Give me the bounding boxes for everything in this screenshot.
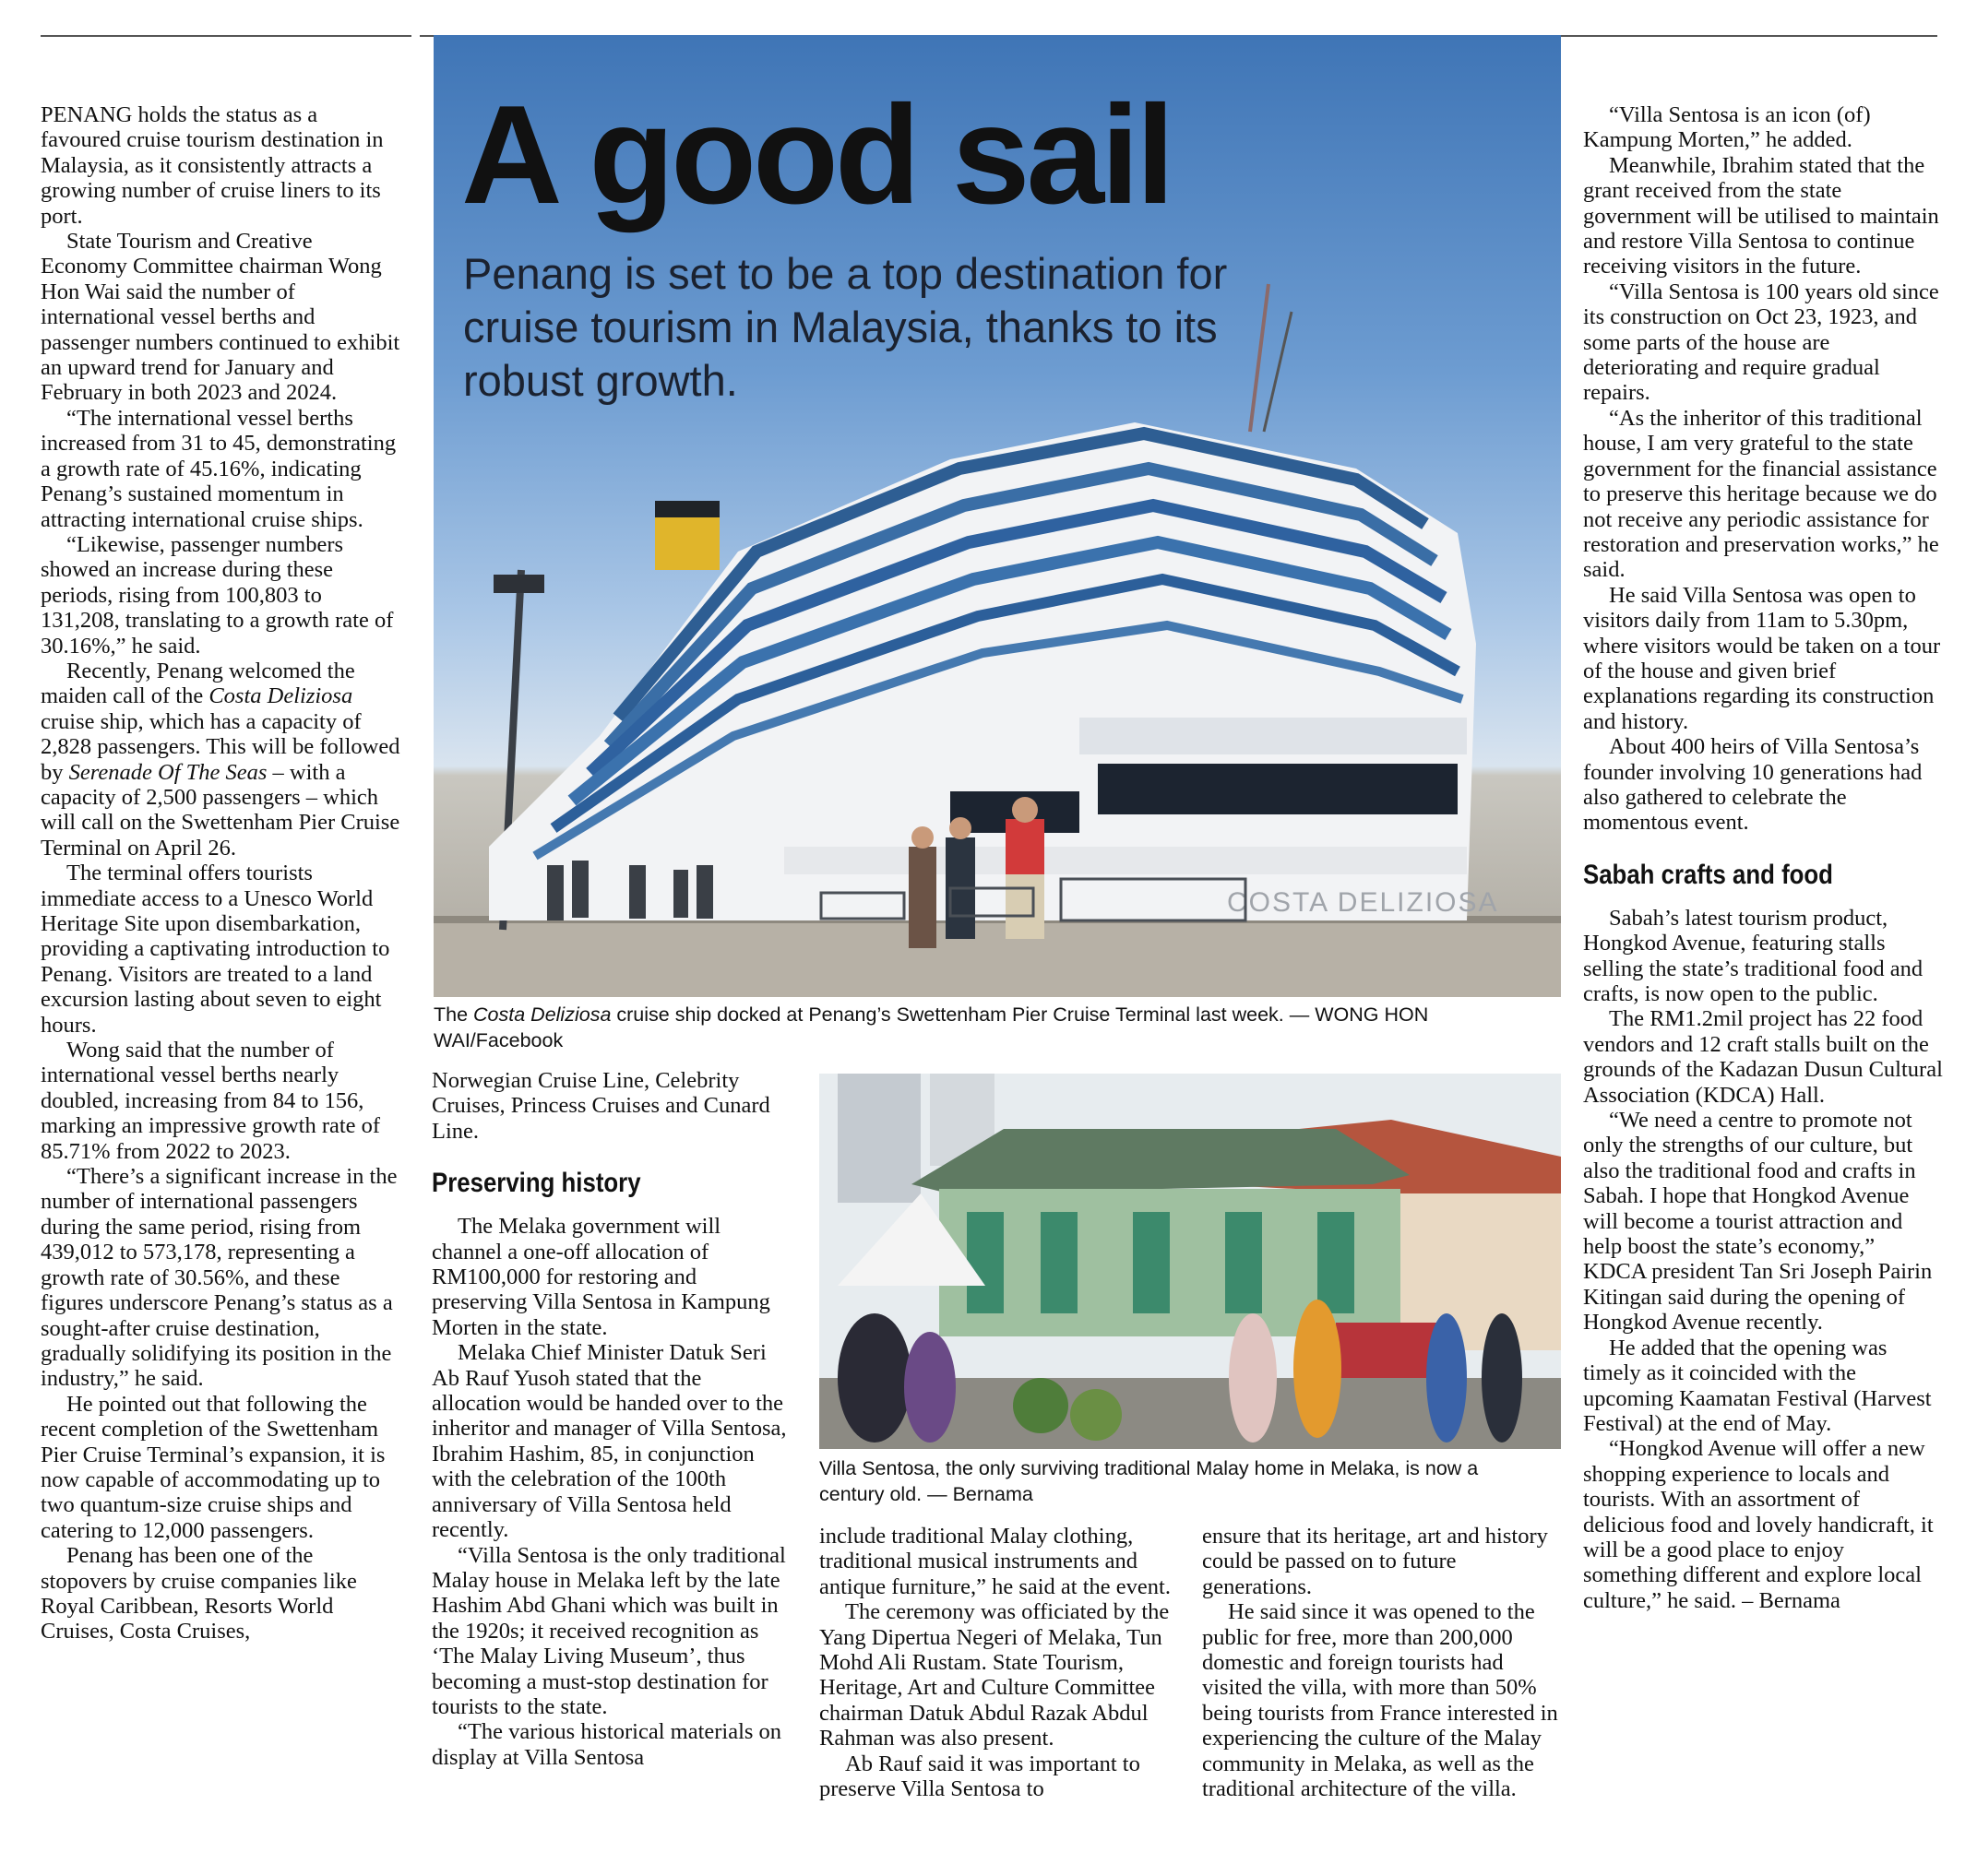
article-paragraph: Melaka Chief Minister Datuk Seri Ab Rauf Yusoh stated that the allocation would be handed over to the inheritor and manager of Villa Sentosa, Ibrahim Hashim, 85, in conjunction with the celebration of the 100th anniversary of Villa Sentosa held recently.: [432, 1340, 787, 1543]
ship-name: Serenade Of The Seas: [68, 759, 268, 785]
subhead-preserving-history: Preserving history: [432, 1168, 641, 1199]
article-paragraph: He added that the opening was timely as it coincided with the upcoming Kaamatan Festival (Harvest Festival) at the end of May.: [1583, 1335, 1932, 1436]
article-paragraph: Ab Rauf said it was important to preserve Villa Sentosa to: [819, 1751, 1140, 1802]
article-paragraph: PENANG holds the status as a favoured cruise tourism destination in Malaysia, as it consistently attracts a growing number of cruise liners to its port.: [41, 102, 384, 229]
article-column-1: [41, 102, 400, 1644]
hull-name-text: COSTA DELIZIOSA: [1227, 887, 1499, 918]
article-paragraph: The ceremony was officiated by the Yang Dipertua Negeri of Melaka, Tun Mohd Ali Rustam. State Tourism, Heritage, Art and Culture Committee chairman Datuk Abdul Razak Abdul Rahman was also present.: [819, 1599, 1170, 1751]
villa-sentosa-photo: [819, 1074, 1561, 1449]
article-paragraph: The terminal offers tourists immediate access to a Unesco World Heritage Site upon disembarkation, providing a captivating introduction to Penang. Visitors are treated to a land excursion lasting about seven to eight hours.: [41, 861, 390, 1038]
caption-ship-name: Costa Deliziosa: [473, 1003, 612, 1026]
deck-subtitle: Penang is set to be a top destination for cruise tourism in Malaysia, thanks to its robust growth.: [463, 249, 1228, 405]
article-paragraph: About 400 heirs of Villa Sentosa’s founder involving 10 generations had also gathered to celebrate the momentous event.: [1583, 734, 1923, 836]
article-paragraph: He said Villa Sentosa was open to visitors daily from 11am to 5.30pm, where visitors would be taken on a tour of the house and given brief explanations regarding its construction and history.: [1583, 582, 1941, 734]
article-paragraph: “The various historical materials on display at Villa Sentosa: [432, 1719, 782, 1770]
article-paragraph: “Likewise, passenger numbers showed an increase during these periods, rising from 100,803 to 131,208, translating to a growth rate of 30.16%,” he said.: [41, 531, 394, 659]
villa-sentosa-illustration: [819, 1074, 1561, 1449]
text-fragment: cruise ship, which has a capacity of 2,828 passengers. This will be followed by: [41, 708, 400, 785]
caption-fragment: cruise ship docked at Penang’s Swettenham Pier Cruise Terminal last week. — WONG HON WAI/Facebook: [434, 1003, 1429, 1051]
article-paragraph: “Villa Sentosa is the only traditional Malay house in Melaka left by the late Hashim Abd Ghani which was built in the 1920s; it received recognition as ‘The Malay Living Museum’, thus becoming a must-stop destination for tourists to the state.: [432, 1542, 786, 1719]
article-paragraph: He pointed out that following the recent completion of the Swettenham Pier Cruise Terminal’s expansion, it is now capable of accommodating up to two quantum-size cruise ships and catering to 12,000 passengers.: [41, 1391, 386, 1543]
article-paragraph: The RM1.2mil project has 22 food vendors and 12 craft stalls built on the grounds of the Kadazan Dusun Cultural Association (KDCA) Hall.: [1583, 1006, 1943, 1108]
article-paragraph: Norwegian Cruise Line, Celebrity Cruises, Princess Cruises and Cunard Line.: [432, 1068, 770, 1144]
article-paragraph: The Melaka government will channel a one-off allocation of RM100,000 for restoring and preserving Villa Sentosa in Kampung Morten in the state.: [432, 1214, 770, 1340]
article-paragraph: He said since it was opened to the public for free, more than 200,000 domestic and foreign tourists had visited the villa, with more than 50% being tourists from France interested in experiencing the culture of the Malay community in Melaka, as well as the traditional architecture of the villa.: [1202, 1599, 1558, 1802]
article-paragraph: Meanwhile, Ibrahim stated that the grant received from the state government will be utilised to maintain and restore Villa Sentosa to continue receiving visitors in the future.: [1583, 152, 1939, 279]
headline: A good sail: [461, 77, 1172, 233]
ship-name: Costa Deliziosa: [208, 683, 353, 709]
photo-caption-villa: Villa Sentosa, the only surviving traditional Malay home in Melaka, is now a century old. — Bernama: [819, 1457, 1479, 1505]
article-column-3: [819, 1524, 1181, 1801]
caption-fragment: The: [434, 1003, 474, 1026]
article-paragraph: “As the inheritor of this traditional house, I am very grateful to the state government for the financial assistance to preserve this heritage because we do not receive any periodic assistance for restoration and preservation works,” he said.: [1583, 405, 1939, 583]
subhead-sabah-crafts: Sabah crafts and food: [1583, 859, 1833, 890]
top-rule-left: [41, 35, 411, 37]
text-fragment: Recently, Penang welcomed the maiden call of the: [41, 658, 355, 709]
article-paragraph: “Villa Sentosa is 100 years old since its construction on Oct 23, 1923, and some parts of the house are deteriorating and require gradual repairs.: [1583, 279, 1939, 406]
article-paragraph: Wong said that the number of international vessel berths nearly doubled, increasing from 84 to 156, marking an impressive growth rate of 85.71% from 2022 to 2023.: [41, 1038, 381, 1164]
article-column-4: [1202, 1524, 1564, 1801]
article-paragraph: “Hongkod Avenue will offer a new shopping experience to locals and tourists. With an assortment of delicious food and lovely handicraft, it will be a good place to enjoy something different and explore local culture,” he said. – Bernama: [1583, 1436, 1934, 1613]
article-paragraph: State Tourism and Creative Economy Committee chairman Wong Hon Wai said the number of international vessel berths and passenger numbers continued to exhibit an upward trend for January and February in both 2023 and 2024.: [41, 229, 400, 406]
article-paragraph: Penang has been one of the stopovers by cruise companies like Royal Caribbean, Resorts World Cruises, Costa Cruises,: [41, 1543, 357, 1644]
article-paragraph: “There’s a significant increase in the number of international passengers during the same period, rising from 439,012 to 573,178, representing a growth rate of 30.56%, and these figures underscore Penang’s status as a sought-after cruise destination, gradually solidifying its position in the industry,” he said.: [41, 1164, 398, 1392]
text-fragment: – with a capacity of 2,500 passengers – which will call on the Swettenham Pier Cruise Terminal on April 26.: [41, 759, 400, 861]
cruise-ship-photo: [434, 35, 1561, 997]
article-paragraph: “The international vessel berths increased from 31 to 45, demonstrating a growth rate of 45.16%, indicating Penang’s sustained momentum in attracting international cruise ships.: [41, 405, 397, 532]
article-paragraph: ensure that its heritage, art and history could be passed on to future generations.: [1202, 1524, 1548, 1599]
article-paragraph: “We need a centre to promote not only the strengths of our culture, but also the traditional food and crafts in Sabah. I hope that Hongkod Avenue will become a tourist attraction and help boost the state’s economy,” KDCA president Tan Sri Joseph Pairin Kitingan said during the opening of Hongkod Avenue recently.: [1583, 1108, 1933, 1336]
article-paragraph: [41, 659, 400, 861]
article-paragraph: “Villa Sentosa is an icon (of) Kampung Morten,” he added.: [1583, 102, 1871, 153]
article-column-2: [432, 1068, 793, 1770]
article-column-5: [1583, 102, 1943, 1613]
article-paragraph: Sabah’s latest tourism product, Hongkod Avenue, featuring stalls selling the state’s traditional food and crafts, is now open to the public.: [1583, 905, 1923, 1006]
photo-caption-cruise: [434, 1002, 1561, 1053]
article-paragraph: include traditional Malay clothing, traditional musical instruments and antique furniture,” he said at the event.: [819, 1524, 1171, 1599]
